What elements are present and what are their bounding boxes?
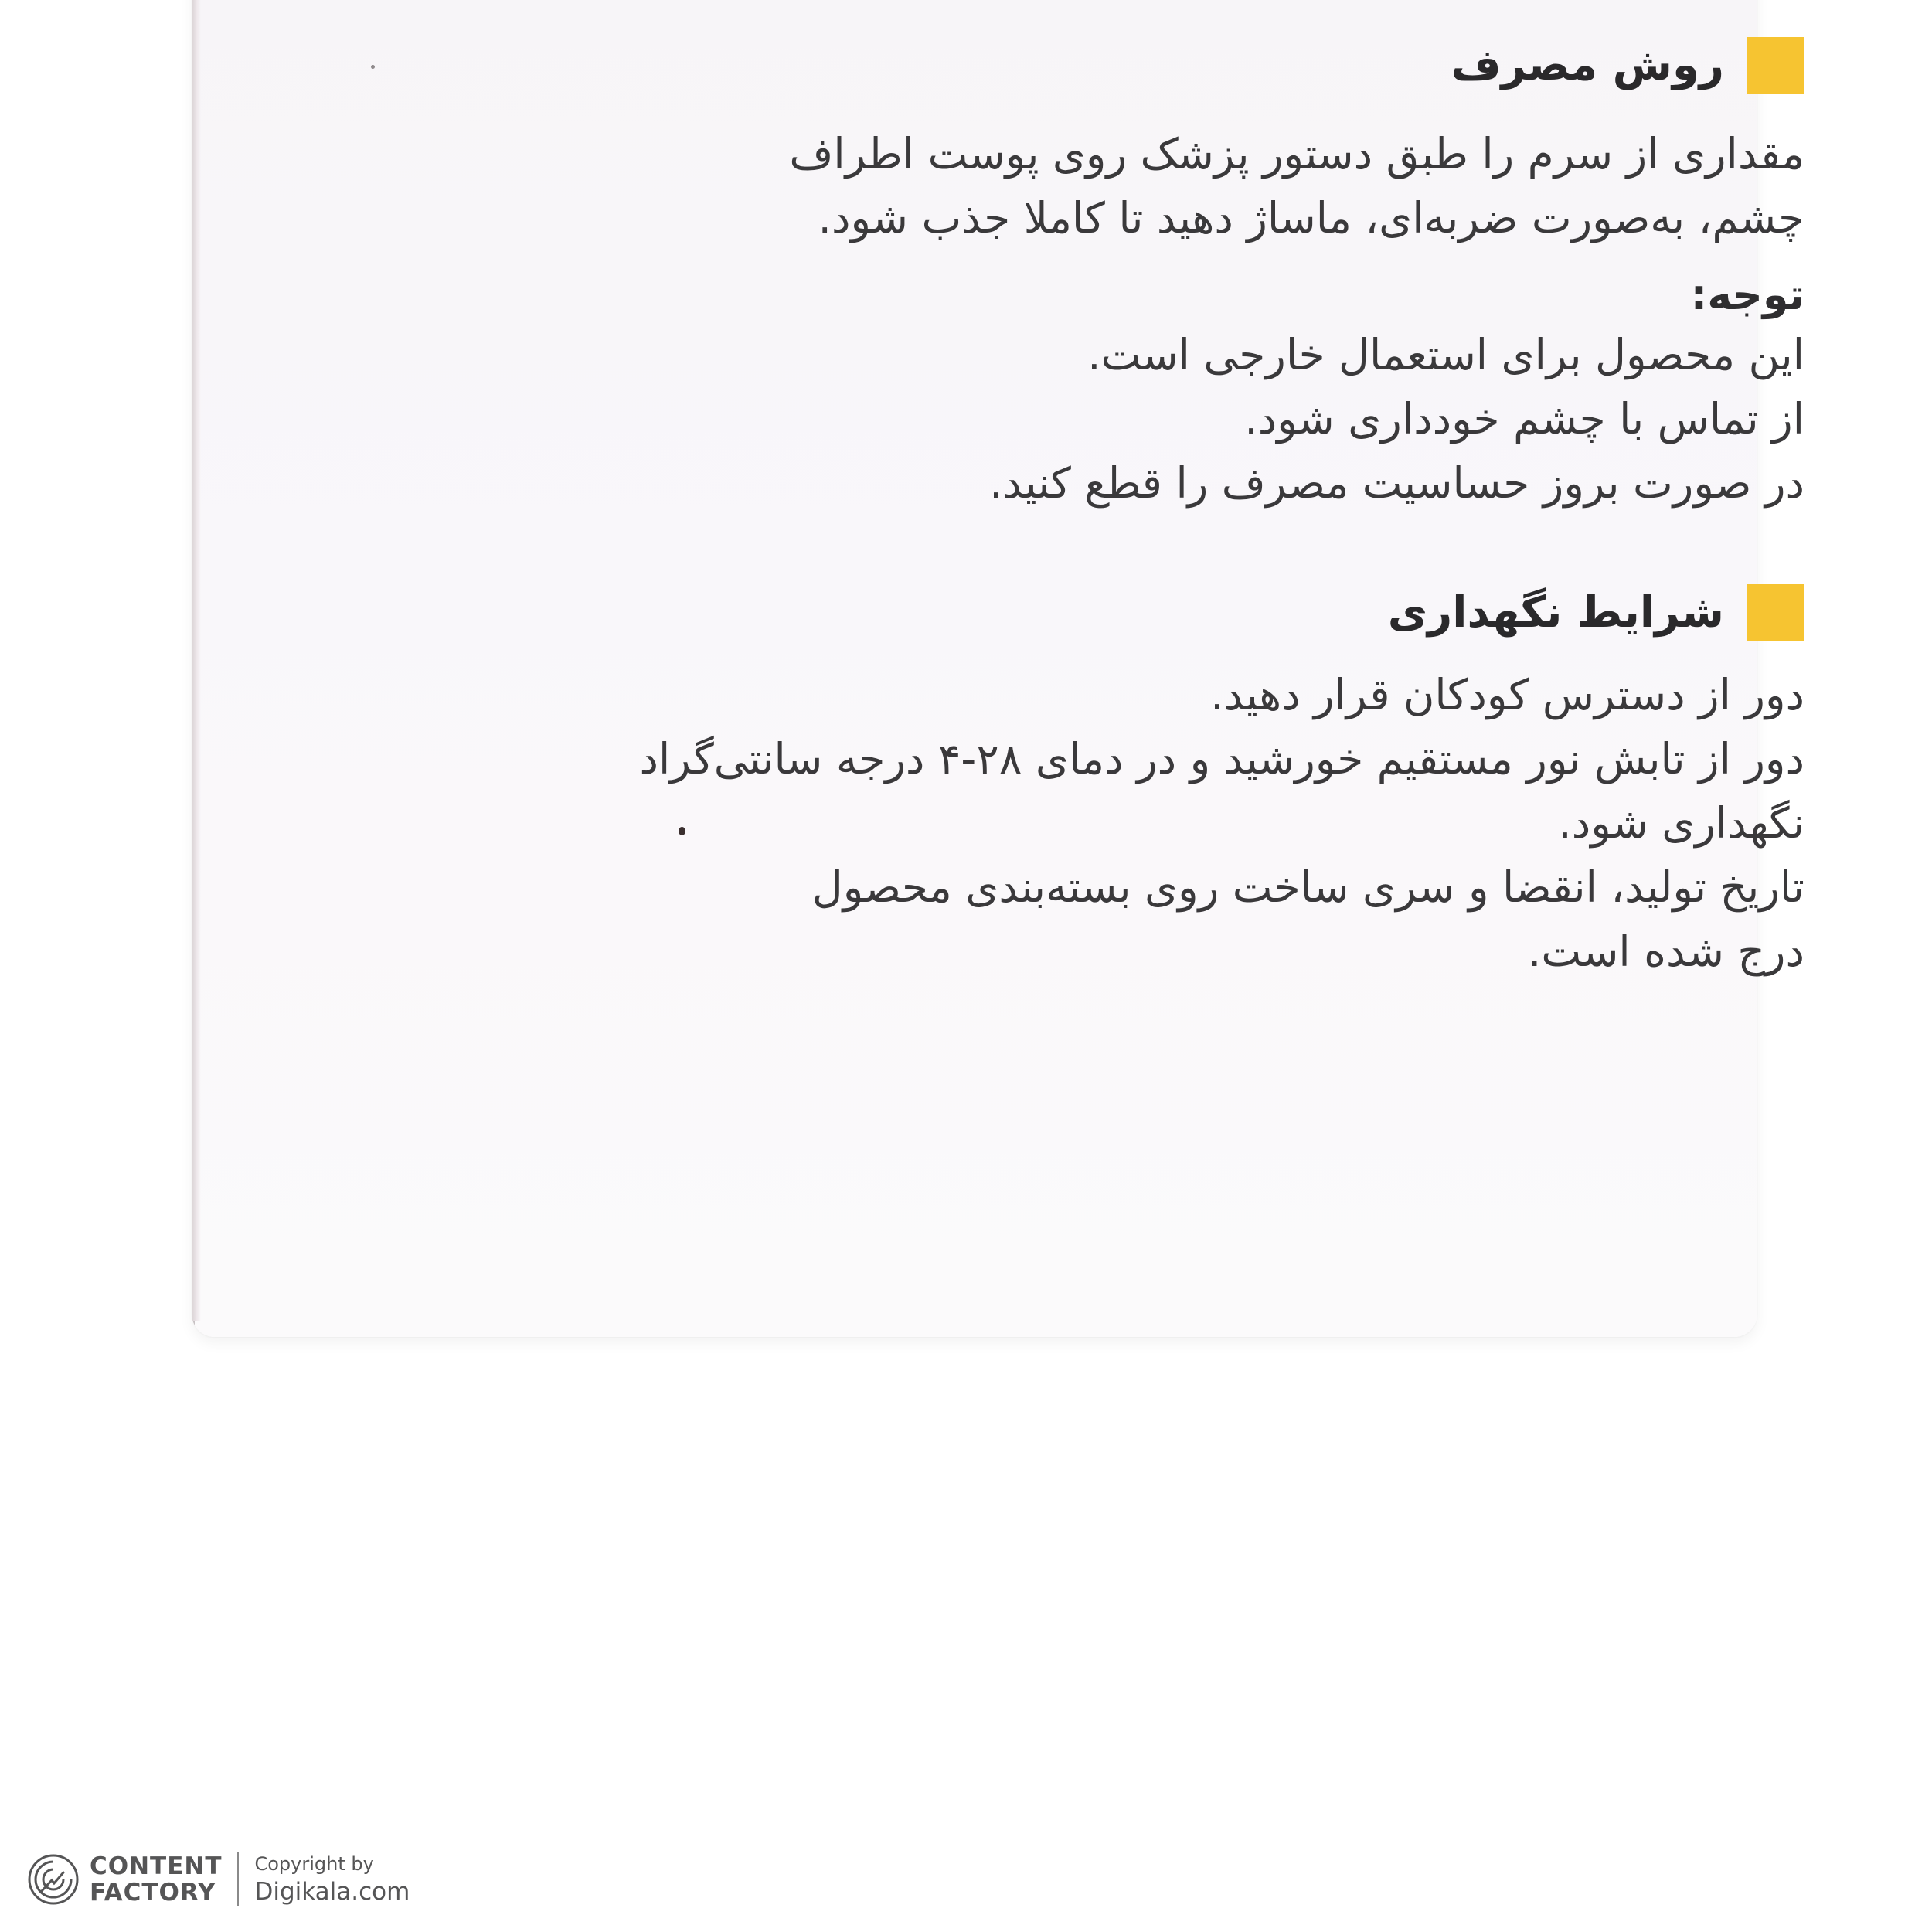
usage-line: مقداری از سرم را طبق دستور پزشک روی پوست اطراف bbox=[789, 129, 1804, 179]
storage-line: تاریخ تولید، انقضا و سری ساخت روی بسته‌بندی محصول bbox=[811, 862, 1804, 912]
yellow-square-icon bbox=[1747, 37, 1804, 94]
usage-line: چشم، به‌صورت ضربه‌ای، ماساژ دهید تا کاملا جذب شود. bbox=[818, 193, 1804, 243]
storage-paragraph bbox=[491, 663, 1804, 984]
content-factory-watermark bbox=[26, 1852, 410, 1907]
storage-line: نگهداری شود. bbox=[1558, 798, 1804, 848]
storage-heading bbox=[1388, 584, 1804, 641]
panel-edge-shading bbox=[192, 0, 201, 1321]
watermark-divider bbox=[237, 1852, 239, 1906]
yellow-square-icon bbox=[1747, 584, 1804, 641]
storage-line: درج شده است. bbox=[1527, 927, 1804, 976]
print-speck bbox=[679, 827, 685, 835]
note-line: در صورت بروز حساسیت مصرف را قطع کنید. bbox=[989, 458, 1804, 508]
brand-line: FACTORY bbox=[90, 1879, 216, 1906]
copyright-notice bbox=[254, 1852, 410, 1907]
usage-heading-text: روش مصرف bbox=[1451, 40, 1724, 90]
note-paragraph bbox=[491, 323, 1804, 515]
note-line: از تماس با چشم خودداری شود. bbox=[1244, 394, 1804, 444]
note-title: توجه: bbox=[1690, 270, 1804, 319]
brand-line: CONTENT bbox=[90, 1852, 223, 1880]
dust-speck bbox=[371, 65, 375, 69]
copyright-line: Copyright by bbox=[254, 1853, 374, 1875]
usage-heading bbox=[1451, 37, 1804, 94]
copyright-site: Digikala.com bbox=[254, 1878, 410, 1906]
content-factory-logo-icon bbox=[26, 1852, 80, 1906]
brand-name bbox=[90, 1853, 222, 1906]
storage-line: دور از دسترس کودکان قرار دهید. bbox=[1210, 670, 1804, 719]
note-line: این محصول برای استعمال خارجی است. bbox=[1087, 330, 1804, 379]
storage-heading-text: شرایط نگهداری bbox=[1387, 587, 1724, 638]
storage-line: دور از تابش نور مستقیم خورشید و در دمای ۲۸-۴ درجه سانتی‌گراد bbox=[639, 734, 1804, 784]
usage-paragraph bbox=[491, 122, 1804, 250]
